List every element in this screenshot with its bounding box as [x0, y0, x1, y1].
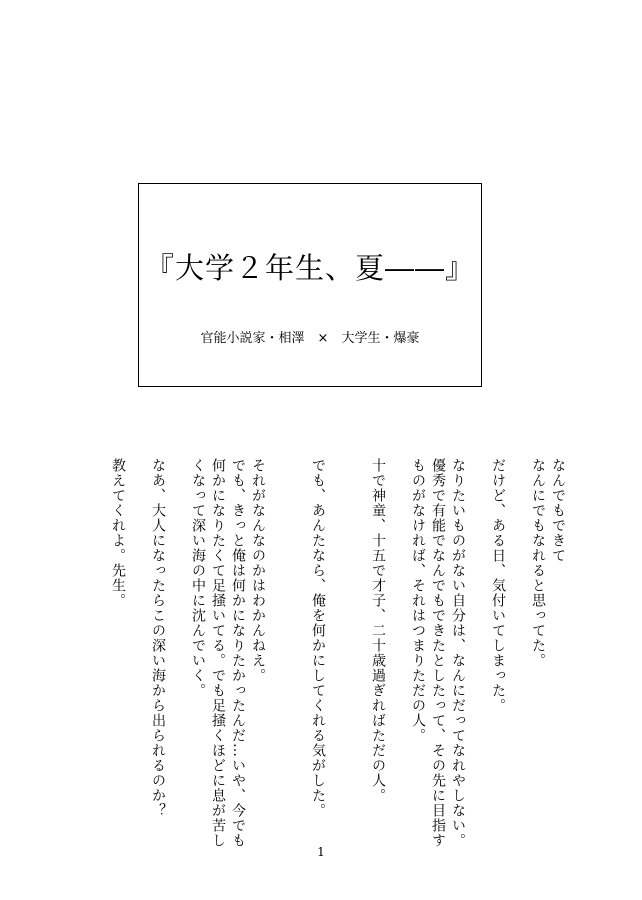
blank-line	[388, 458, 408, 828]
page-number: 1	[317, 845, 325, 859]
text-line: でも、きっと俺は何かになりたかったんだ…いや、今でも	[230, 458, 246, 848]
text-line: それがなんなのかはわかんねえ。	[250, 458, 266, 683]
text-line: 優秀で有能でなんでもできたとしたって、その先に目指す	[430, 458, 446, 848]
blank-line	[128, 458, 148, 828]
blank-line	[268, 458, 288, 828]
text-line: なんでもできて	[550, 458, 566, 563]
blank-line	[168, 458, 188, 828]
text-line: ものがなければ、それはつまりただの人。	[410, 458, 426, 743]
text-line: なあ、大人になったらこの深い海から出られるのか？	[150, 458, 166, 818]
text-line: くなって深い海の中に沈んでいく。	[190, 458, 206, 698]
story-title: 『大学２年生、夏――』	[144, 251, 475, 285]
blank-line	[328, 458, 348, 828]
text-line: でも、あんたなら、俺を何かにしてくれる気がした。	[310, 458, 326, 818]
vertical-body-text	[108, 458, 568, 848]
text-line: なんにでもなれると思ってた。	[530, 458, 546, 668]
text-line: 十で神童、十五で才子、二十歳過ぎればただの人。	[370, 458, 386, 803]
blank-line	[348, 458, 368, 828]
text-line: 教えてくれよ。先生。	[110, 458, 126, 608]
title-box	[138, 183, 482, 387]
blank-line	[288, 458, 308, 828]
text-line: だけど、ある日、気付いてしまった。	[490, 458, 506, 713]
blank-line	[468, 458, 488, 828]
story-subtitle: 官能小説家・相澤 × 大学生・爆豪	[200, 331, 420, 346]
text-line: 何かになりたくて足掻いてる。でも足掻くほどに息が苦し	[210, 458, 226, 848]
blank-line	[508, 458, 528, 828]
text-line: なりたいものがない自分は、なんにだってなれやしない。	[450, 458, 466, 848]
